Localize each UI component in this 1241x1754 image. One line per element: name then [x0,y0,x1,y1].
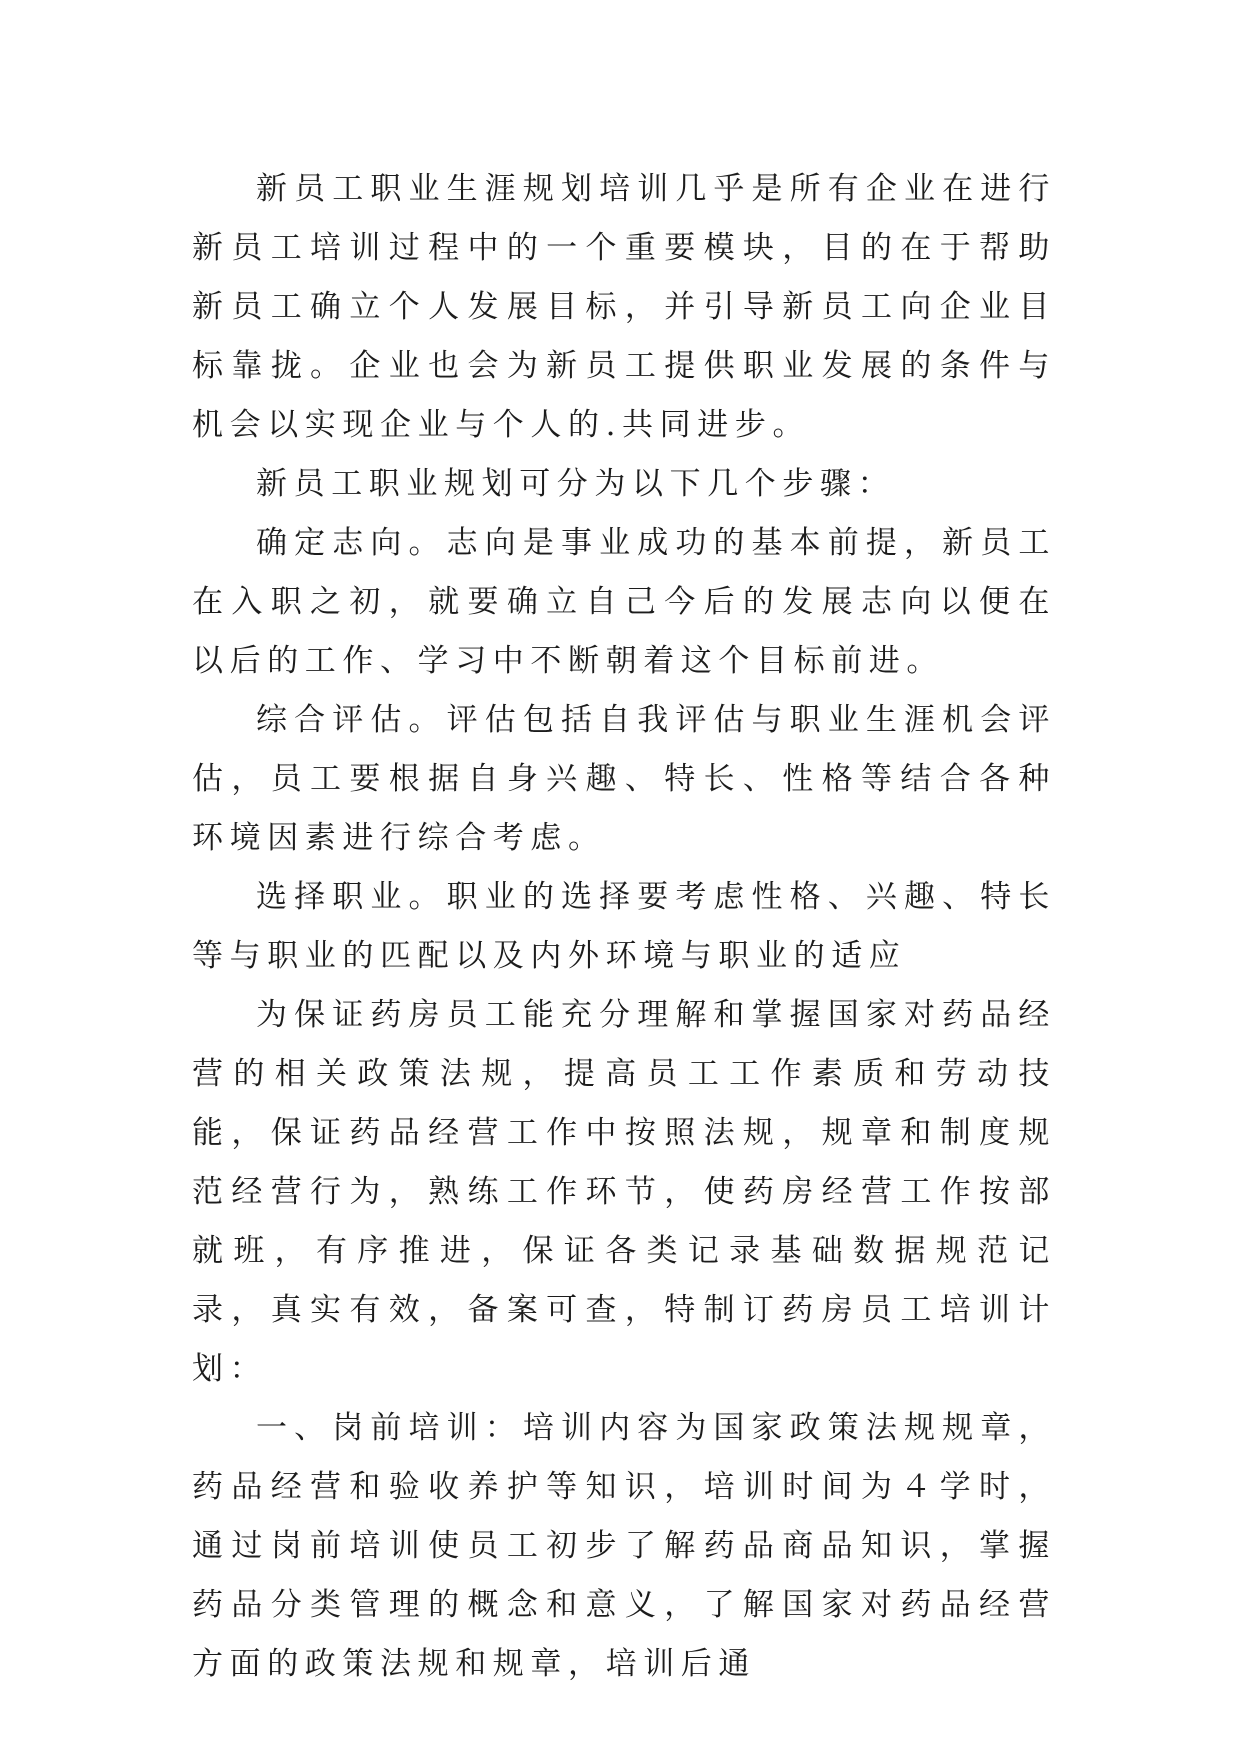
paragraph-step-aspiration: 确定志向。志向是事业成功的基本前提，新员工在入职之初，就要确立自己今后的发展志向以便在以后的工作、学习中不断朝着这个目标前进。 [192,525,1056,679]
paragraph-pre-job-training: 一、岗前培训：培训内容为国家政策法规规章，药品经营和验收养护等知识，培训时间为４学时，通过岗前培训使员工初步了解药品商品知识，掌握药品分类管理的概念和意义，了解国家对药品经营方面的政策法规和规章，培训后通 [192,1410,1056,1682]
document-body [192,160,1056,1694]
paragraph-step-assessment: 综合评估。评估包括自我评估与职业生涯机会评估，员工要根据自身兴趣、特长、性格等结合各种环境因素进行综合考虑。 [192,702,1056,856]
paragraph-career-planning-intro: 新员工职业生涯规划培训几乎是所有企业在进行新员工培训过程中的一个重要模块，目的在于帮助新员工确立个人发展目标，并引导新员工向企业目标靠拢。企业也会为新员工提供职业发展的条件与机会以实现企业与个人的.共同进步。 [192,171,1056,443]
paragraph-steps-intro: 新员工职业规划可分为以下几个步骤： [256,466,896,502]
paragraph-step-career-choice: 选择职业。职业的选择要考虑性格、兴趣、特长等与职业的匹配以及内外环境与职业的适应 [192,879,1056,974]
paragraph-pharmacy-training-purpose: 为保证药房员工能充分理解和掌握国家对药品经营的相关政策法规，提高员工工作素质和劳动技能，保证药品经营工作中按照法规，规章和制度规范经营行为，熟练工作环节，使药房经营工作按部就班，有序推进，保证各类记录基础数据规范记录，真实有效，备案可查，特制订药房员工培训计划： [192,997,1056,1387]
